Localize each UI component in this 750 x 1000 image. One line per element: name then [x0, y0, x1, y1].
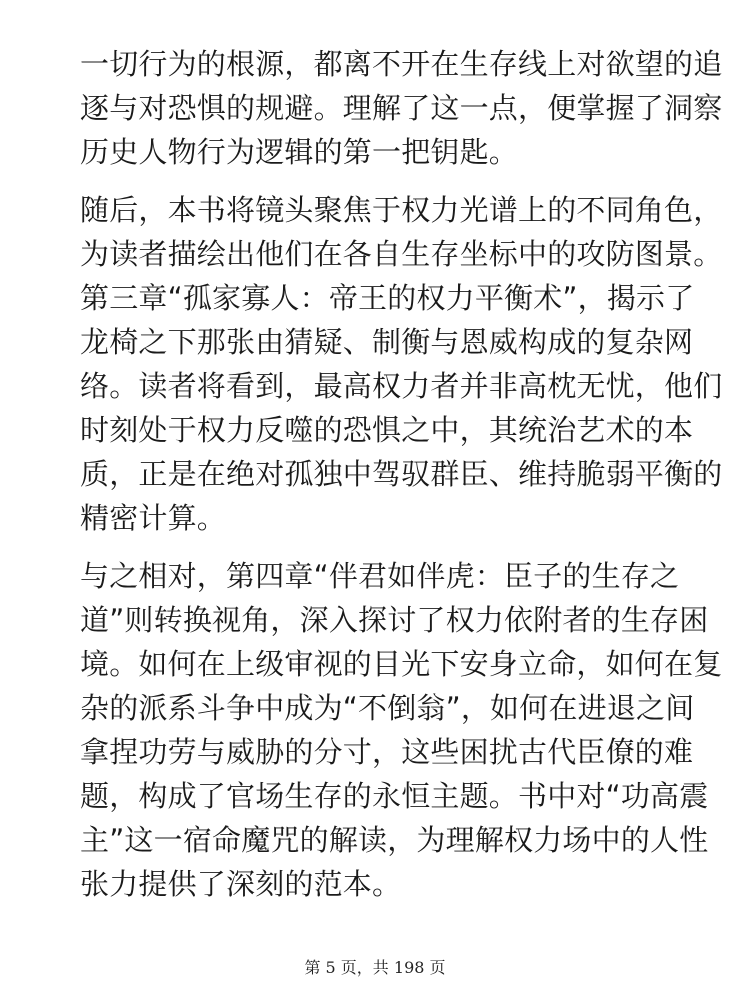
text-line: 络。读者将看到，最高权力者并非高枕无忧，他们: [80, 369, 723, 403]
text-line: 随后，本书将镜头聚焦于权力光谱上的不同角色，: [80, 193, 723, 227]
text-line: 杂的派系斗争中成为“不倒翁”，如何在进退之间: [80, 691, 695, 725]
paragraph-3: [80, 554, 723, 906]
paragraph-2: [80, 188, 723, 540]
text-line: 第三章“孤家寡人：帝王的权力平衡术”，揭示了: [80, 281, 695, 315]
text-line: 道”则转换视角，深入探讨了权力依附者的生存困: [80, 603, 709, 637]
text-line: 与之相对，第四章“伴君如伴虎：臣子的生存之: [80, 559, 680, 593]
text-line: 一切行为的根源，都离不开在生存线上对欲望的追: [80, 47, 723, 81]
text-line: 题，构成了官场生存的永恒主题。书中对“功高震: [80, 779, 709, 813]
text-line: 龙椅之下那张由猜疑、制衡与恩威构成的复杂网: [80, 325, 694, 359]
text-line: 历史人物行为逻辑的第一把钥匙。: [80, 135, 519, 169]
text-line: 拿捏功劳与威胁的分寸，这些困扰古代臣僚的难: [80, 735, 694, 769]
text-line: 主”这一宿命魔咒的解读，为理解权力场中的人性: [80, 823, 709, 857]
text-line: 精密计算。: [80, 501, 227, 535]
text-line: 张力提供了深刻的范本。: [80, 867, 402, 901]
body-text: [80, 42, 723, 906]
paragraph-1: [80, 42, 723, 174]
text-line: 质，正是在绝对孤独中驾驭群臣、维持脆弱平衡的: [80, 457, 723, 491]
text-line: 时刻处于权力反噬的恐惧之中，其统治艺术的本: [80, 413, 694, 447]
text-line: 为读者描绘出他们在各自生存坐标中的攻防图景。: [80, 237, 723, 271]
text-line: 境。如何在上级审视的目光下安身立命，如何在复: [80, 647, 723, 681]
text-line: 逐与对恐惧的规避。理解了这一点，便掌握了洞察: [80, 91, 723, 125]
page-number-footer: 第 5 页，共 198 页: [304, 958, 446, 977]
